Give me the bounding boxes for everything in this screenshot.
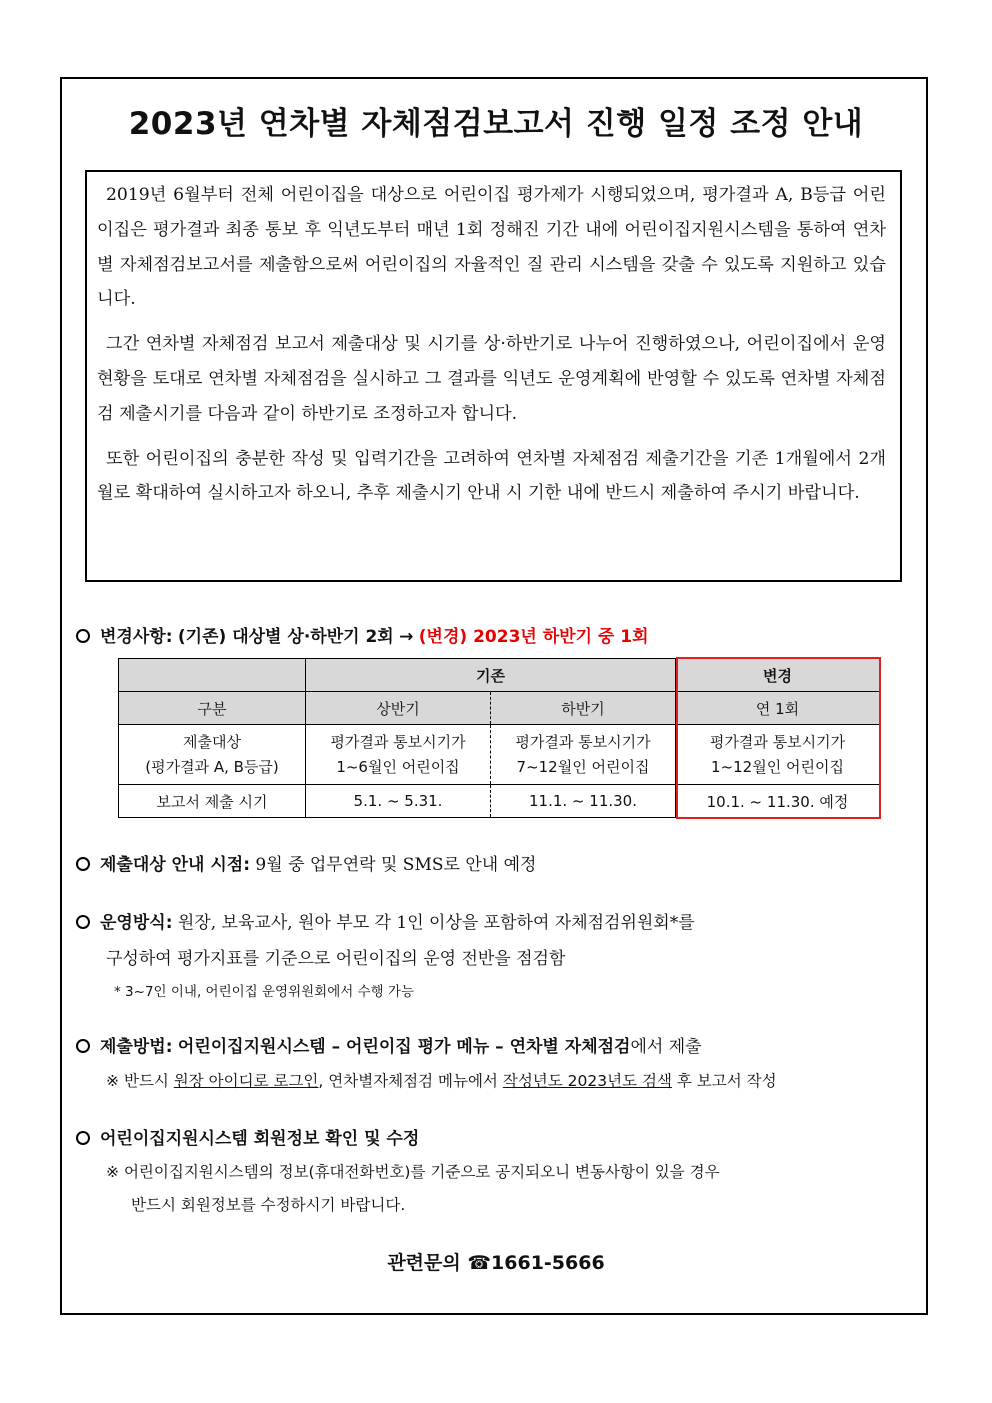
circle-bullet-icon: [76, 857, 90, 871]
phone-icon: ☎: [467, 1252, 492, 1274]
change-before: (기존) 대상별 상·하반기 2회: [177, 627, 394, 647]
notice-label: 제출대상 안내 시점:: [100, 855, 251, 875]
contact-phone: 1661-5666: [491, 1252, 605, 1274]
circle-bullet-icon: [76, 915, 90, 929]
operation-label: 운영방식:: [100, 913, 173, 933]
page-title: 2023년 연차별 자체점검보고서 진행 일정 조정 안내: [128, 106, 864, 142]
operation-footnote: * 3~7인 이내, 어린이집 운영위원회에서 수행 가능: [114, 984, 415, 1000]
login-hint: 원장 아이디로 로그인: [173, 1072, 319, 1090]
method-path: 어린이집지원시스템 – 어린이집 평가 메뉴 – 연차별 자체점검: [177, 1037, 631, 1057]
row-target-new: 평가결과 통보시기가 1~12월인 어린이집: [676, 725, 880, 785]
method-suffix: 에서 제출: [630, 1037, 702, 1057]
member-note-line-2: 반드시 회원정보를 수정하시기 바랍니다.: [131, 1196, 406, 1214]
operation-line-2: 구성하여 평가지표를 기준으로 어린이집의 운영 전반을 점검함: [106, 949, 566, 969]
row-target-label: 제출대상 (평가결과 A, B등급): [119, 725, 306, 785]
table-corner: [119, 659, 306, 692]
circle-bullet-icon: [76, 629, 90, 643]
operation-method: [76, 908, 695, 933]
row-period-first-half: 5.1. ~ 5.31.: [306, 785, 491, 818]
intro-paragraph-2: 그간 연차별 자체점검 보고서 제출대상 및 시기를 상·하반기로 나누어 진행하였으나, 어린이집에서 운영현황을 토대로 연차별 자체점검을 실시하고 그 결과를 익년도 운영계획에 반영할 수 있도록 연차별 자체점검 제출시기를 다음과 같이 하반기로 조정하고자 합니다.: [97, 334, 886, 424]
operation-line-1: 원장, 보육교사, 원아 부모 각 1인 이상을 포함하여 자체점검위원회*를: [177, 913, 695, 933]
schedule-table: [118, 658, 880, 818]
submit-method: [76, 1032, 702, 1057]
header-changed: 변경: [676, 659, 880, 692]
header-existing: 기존: [306, 659, 676, 692]
contact-info: [0, 1248, 992, 1275]
row-period-second-half: 11.1. ~ 11.30.: [491, 785, 676, 818]
change-after: (변경) 2023년 하반기 중 1회: [418, 627, 649, 647]
note-mark: ※: [106, 1163, 119, 1181]
row-target-first-half: 평가결과 통보시기가 1~6월인 어린이집: [306, 725, 491, 785]
search-hint: 작성년도 2023년도 검색: [502, 1072, 672, 1090]
intro-paragraph-3: 또한 어린이집의 충분한 작성 및 입력기간을 고려하여 연차별 자체점검 제출기간을 기존 1개월에서 2개월로 확대하여 실시하고자 하오니, 추후 제출시기 안내 시 기한 내에 반드시 제출하여 주시기 바랍니다.: [97, 448, 886, 504]
member-info: [76, 1124, 419, 1149]
arrow-icon: →: [399, 627, 414, 647]
header-once-a-year: 연 1회: [676, 692, 880, 725]
circle-bullet-icon: [76, 1039, 90, 1053]
row-period-label: 보고서 제출 시기: [119, 785, 306, 818]
notice-timing: [76, 850, 536, 875]
header-first-half: 상반기: [306, 692, 491, 725]
note-mark: ※: [106, 1072, 119, 1090]
header-category: 구분: [119, 692, 306, 725]
row-target-second-half: 평가결과 통보시기가 7~12월인 어린이집: [491, 725, 676, 785]
change-summary: [76, 622, 649, 647]
intro-box: [85, 170, 902, 582]
method-label: 제출방법:: [100, 1037, 173, 1057]
member-note-line-1: ※ 어린이집지원시스템의 정보(휴대전화번호)를 기준으로 공지되오니 변동사항이 있을 경우: [106, 1163, 720, 1181]
contact-label: 관련문의: [387, 1252, 461, 1274]
circle-bullet-icon: [76, 1131, 90, 1145]
header-second-half: 하반기: [491, 692, 676, 725]
intro-paragraph-1: 2019년 6월부터 전체 어린이집을 대상으로 어린이집 평가제가 시행되었으며, 평가결과 A, B등급 어린이집은 평가결과 최종 통보 후 익년도부터 매년 1회 정해진 기간 내에 어린이집지원시스템을 통하여 연차별 자체점검보고서를 제출함으로써 어린이집의 자율적인 질 관리 시스템을 갖출 수 있도록 지원하고 있습니다.: [97, 185, 886, 310]
notice-text: 9월 중 업무연락 및 SMS로 안내 예정: [255, 855, 537, 875]
change-label: 변경사항:: [100, 627, 173, 647]
row-period-new: 10.1. ~ 11.30. 예정: [676, 785, 880, 818]
member-label: 어린이집지원시스템 회원정보 확인 및 수정: [100, 1129, 420, 1149]
method-note: ※ 반드시 원장 아이디로 로그인, 연차별자체점검 메뉴에서 작성년도 2023년도 검색 후 보고서 작성: [106, 1072, 777, 1090]
